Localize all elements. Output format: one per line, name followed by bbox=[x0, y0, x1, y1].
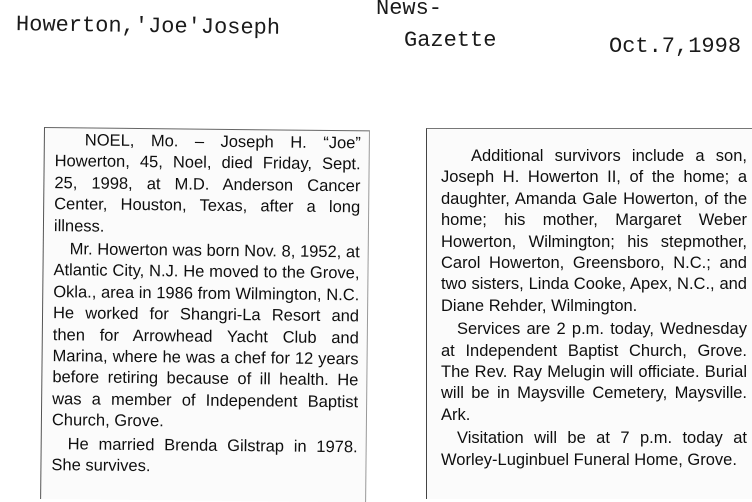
obituary-clipping-left bbox=[40, 127, 370, 502]
obituary-paragraph: NOEL, Mo. – Joseph H. “Joe” Howerton, 45, Noel, died Friday, Sept. 25, 1998, at M.D. Anderson Cancer Center, Houston, Texas, after a long illness. bbox=[53, 131, 361, 236]
obituary-paragraph: He married Brenda Gilstrap in 1978. She survives. bbox=[51, 434, 358, 476]
obituary-paragraph: Visitation will be at 7 p.m. today at Worley-Luginbuel Funeral Home, Grove. bbox=[441, 429, 747, 469]
typed-newspaper-label-line1: News- bbox=[376, 0, 443, 21]
typed-date-label: Oct.7,1998 bbox=[609, 34, 742, 59]
obituary-paragraph: Additional survivors include a son, Joseph H. Howerton II, of the home; a daughter, Amanda Gale Howerton, of the home; his mother, Margaret Weber Howerton, Wilmington; his stepmother, Carol Howerton, Greensboro, N.C.; and two sisters, Linda Cooke, Apex, N.C., and Diane Rehder, Wilmington. bbox=[441, 147, 747, 315]
typed-newspaper-label-line2: Gazette bbox=[404, 28, 497, 53]
obituary-left-column bbox=[51, 130, 361, 480]
obituary-paragraph: Services are 2 p.m. today, Wednesday at Independent Baptist Church, Grove. The Rev. Ray Melugin will officiate. Burial will be in Maysville Cemetery, Maysville. Ark. bbox=[441, 320, 747, 424]
obituary-paragraph: Mr. Howerton was born Nov. 8, 1952, at Atlantic City, N.J. He moved to the Grove, Okla., area in 1986 from Wilmington, N.C. He worked for Shangri-La Resort and then for Arrowhead Yacht Club and Marina, where he was a chef for 12 years before retiring because of ill health. He was a member of Independent Baptist Church, Grove. bbox=[51, 240, 360, 431]
typed-name-label: Howerton,'Joe'Joseph bbox=[15, 12, 281, 41]
obituary-clipping-right bbox=[426, 128, 752, 499]
obituary-right-column bbox=[441, 146, 747, 471]
